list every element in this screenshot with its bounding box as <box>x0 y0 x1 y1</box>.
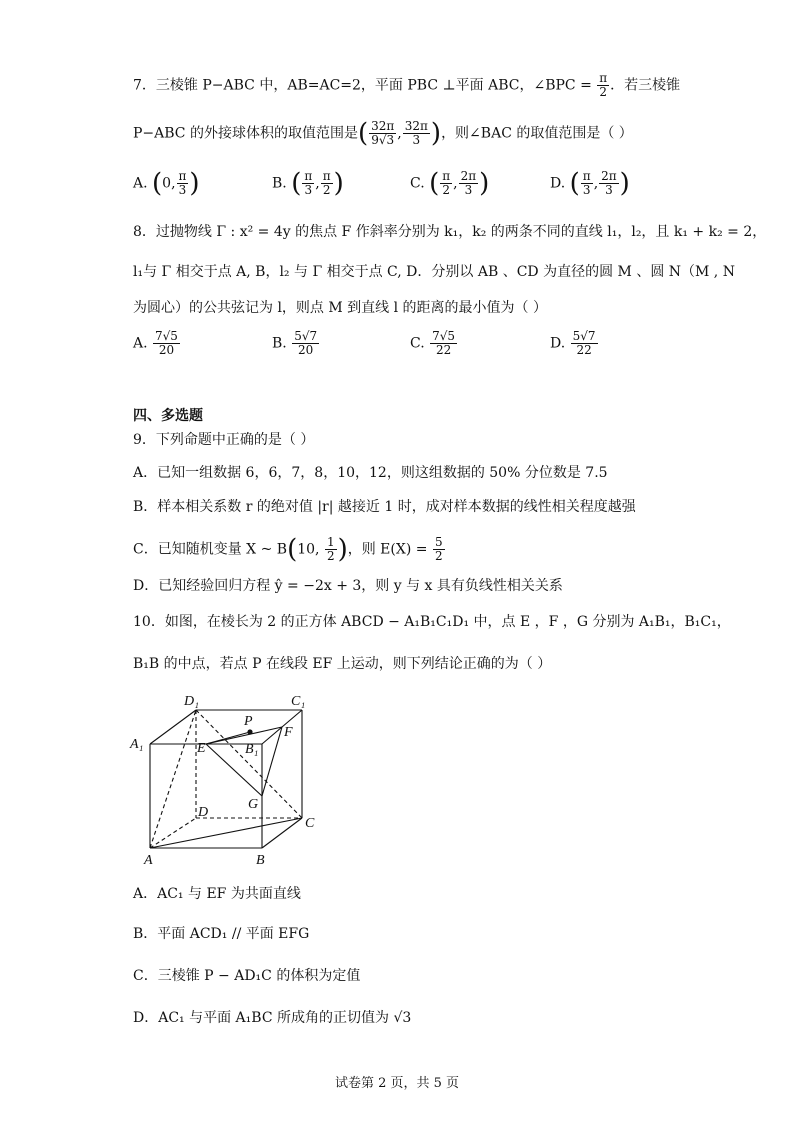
q7-line2: P−ABC 的外接球体积的取值范围是( $\frac{32\pi}{9√3}$ , $\frac{32\pi}{3}$ )，则∠BAC 的取值范围是（ ） <box>133 118 633 149</box>
label-a: A <box>144 853 153 868</box>
frac-num: 5√7 <box>572 329 596 343</box>
frac-num: 7√5 <box>155 329 178 343</box>
frac <box>430 330 457 357</box>
label-e: E <box>197 741 206 756</box>
option-text: 10, <box>297 541 324 558</box>
section-title: 四、多选题 <box>133 408 203 424</box>
paren: ) <box>333 168 344 199</box>
q10-option-a[interactable]: A．AC₁ 与 EF 为共面直线 <box>133 886 301 902</box>
q8-line1: 8．过抛物线 Γ : x² = 4y 的焦点 F 作斜率分别为 k₁，k₂ 的两条不同的直线 l₁，l₂，且 k₁ + k₂ = 2， <box>133 224 767 240</box>
q9-option-a[interactable]: A．已知一组数据 6，6，7，8，10，12，则这组数据的 50% 分位数是 7.5 <box>133 465 608 481</box>
q8-option-b[interactable] <box>272 330 320 357</box>
label-a1: A₁ <box>130 737 144 752</box>
frac <box>403 120 430 147</box>
option-label: C. <box>410 335 425 352</box>
q7-text: P−ABC 的外接球体积的取值范围是 <box>133 125 358 142</box>
label-g: G <box>248 797 259 812</box>
q9-stem: 9．下列命题中正确的是（ ） <box>133 432 315 448</box>
frac <box>325 536 337 563</box>
frac-den: 20 <box>298 343 314 357</box>
cube-figure <box>128 688 328 868</box>
point-p <box>247 729 252 734</box>
paren: ( <box>429 168 440 199</box>
q7-option-a[interactable] <box>133 170 200 197</box>
paren: ) <box>430 118 442 149</box>
q8-option-d[interactable] <box>550 330 599 357</box>
q7-text: 7．三棱锥 P−ABC 中，AB=AC=2，平面 PBC ⊥平面 ABC，∠BPC = <box>133 77 597 94</box>
option-label: D. <box>550 335 566 352</box>
frac-num: 32π <box>371 119 395 133</box>
q7-text-end: ．若三棱锥 <box>610 77 681 94</box>
option-text: ，则 E(X) = <box>347 541 432 558</box>
frac-num: 5√7 <box>294 329 318 343</box>
paren: ( <box>152 168 163 199</box>
frac-num: 7√5 <box>432 329 456 343</box>
frac <box>459 170 479 197</box>
paren: ) <box>479 168 490 199</box>
frac-den: 9√3 <box>371 133 395 147</box>
q10-option-c[interactable]: C．三棱锥 P − AD₁C 的体积为定值 <box>133 968 361 984</box>
frac-den: 3 <box>412 133 421 147</box>
frac <box>369 120 396 147</box>
label-c: C <box>305 816 315 831</box>
frac-den: 2 <box>326 549 335 563</box>
frac-num: 32π <box>404 119 428 133</box>
frac <box>440 170 452 197</box>
comma: , <box>453 175 458 192</box>
frac-den: 3 <box>464 183 473 197</box>
frac-den: 3 <box>605 183 613 197</box>
frac <box>599 170 619 197</box>
edge-ad1 <box>150 710 196 848</box>
frac-den: 20 <box>158 343 175 357</box>
q7-option-c[interactable] <box>410 170 489 197</box>
option-label: B. <box>272 175 287 192</box>
frac-den: 2 <box>599 85 608 99</box>
paren: ) <box>619 168 630 199</box>
paren: ( <box>357 118 369 149</box>
frac <box>153 330 180 357</box>
comma: , <box>593 175 599 192</box>
frac-num: 5 <box>434 535 443 549</box>
q7-option-d[interactable] <box>550 170 630 197</box>
q7-option-b[interactable] <box>272 170 344 197</box>
frac <box>292 330 319 357</box>
frac-num: π <box>304 169 313 183</box>
frac <box>571 330 598 357</box>
frac-den: 3 <box>304 183 313 197</box>
frac-den: 2 <box>434 549 443 563</box>
frac-num: 2π <box>460 169 477 183</box>
q8-line2: l₁与 Γ 相交于点 A, B，l₂ 与 Γ 相交于点 C, D．分别以 AB 、CD 为直径的圆 M 、圆 N（M , N <box>133 264 735 280</box>
q8-option-a[interactable] <box>133 330 181 357</box>
frac-den: 2 <box>442 183 451 197</box>
option-label: B. <box>272 335 287 352</box>
frac <box>321 170 333 197</box>
frac-num: π <box>322 169 331 183</box>
frac-num: 1 <box>326 535 335 549</box>
label-d1: D₁ <box>184 694 199 709</box>
option-label: C. <box>410 175 425 192</box>
frac-den: 3 <box>178 183 187 197</box>
q7-frac <box>597 72 609 99</box>
frac-den: 2 <box>322 183 331 197</box>
label-c1: C₁ <box>291 694 306 709</box>
frac-num: π <box>178 169 187 183</box>
label-f: F <box>284 725 293 740</box>
frac-num: π <box>442 169 451 183</box>
paren: ) <box>337 534 348 565</box>
q10-option-d[interactable]: D．AC₁ 与平面 A₁BC 所成角的正切值为 √3 <box>133 1010 412 1026</box>
frac-den: 22 <box>435 343 452 357</box>
label-b: B <box>256 853 265 868</box>
label-d: D <box>198 805 209 820</box>
option-label: A. <box>133 175 148 192</box>
page-footer: 试卷第 2 页，共 5 页 <box>334 1076 460 1091</box>
frac-num: π <box>582 169 591 183</box>
frac <box>302 170 314 197</box>
q10-line2: B₁B 的中点，若点 P 在线段 EF 上运动，则下列结论正确的为（ ） <box>133 656 552 672</box>
frac-den: 22 <box>576 343 592 357</box>
seg-fg <box>262 727 282 796</box>
frac-num: π <box>599 71 608 85</box>
paren: ( <box>287 534 298 565</box>
frac <box>177 170 189 197</box>
option-label: A. <box>133 335 148 352</box>
label-b1: B₁ <box>245 742 259 757</box>
q10-line1: 10．如图，在棱长为 2 的正方体 ABCD − A₁B₁C₁D₁ 中，点 E ，F ，G 分别为 A₁B₁，B₁C₁， <box>133 614 731 630</box>
frac <box>581 170 593 197</box>
q7-text-end: ，则∠BAC 的取值范围是（ ） <box>441 125 633 142</box>
q9-option-c[interactable] <box>133 536 446 563</box>
paren: ( <box>291 168 302 199</box>
edge-ac <box>150 818 302 848</box>
frac-den: 3 <box>582 183 591 197</box>
paren: ( <box>569 168 580 199</box>
frac-num: 2π <box>601 169 617 183</box>
q9-option-d[interactable]: D．已知经验回归方程 ŷ = −2x + 3，则 y 与 x 具有负线性相关关系 <box>133 578 563 594</box>
q8-option-c[interactable] <box>410 330 458 357</box>
option-label: D. <box>550 175 566 192</box>
q9-option-b[interactable]: B．样本相关系数 r 的绝对值 |r| 越接近 1 时，成对样本数据的线性相关程度越强 <box>133 499 636 515</box>
option-text: 0, <box>162 175 176 192</box>
label-p: P <box>244 714 253 729</box>
q10-option-b[interactable]: B．平面 ACD₁ // 平面 EFG <box>133 926 310 942</box>
frac <box>433 536 445 563</box>
option-text: C．已知随机变量 X ~ B <box>133 541 288 558</box>
q8-line3: 为圆心）的公共弦记为 l，则点 M 到直线 l 的距离的最小值为（ ） <box>133 300 547 316</box>
edge-a1d1 <box>150 710 196 744</box>
comma: , <box>315 175 320 192</box>
q7-line1 <box>133 72 680 99</box>
paren: ) <box>189 168 200 199</box>
